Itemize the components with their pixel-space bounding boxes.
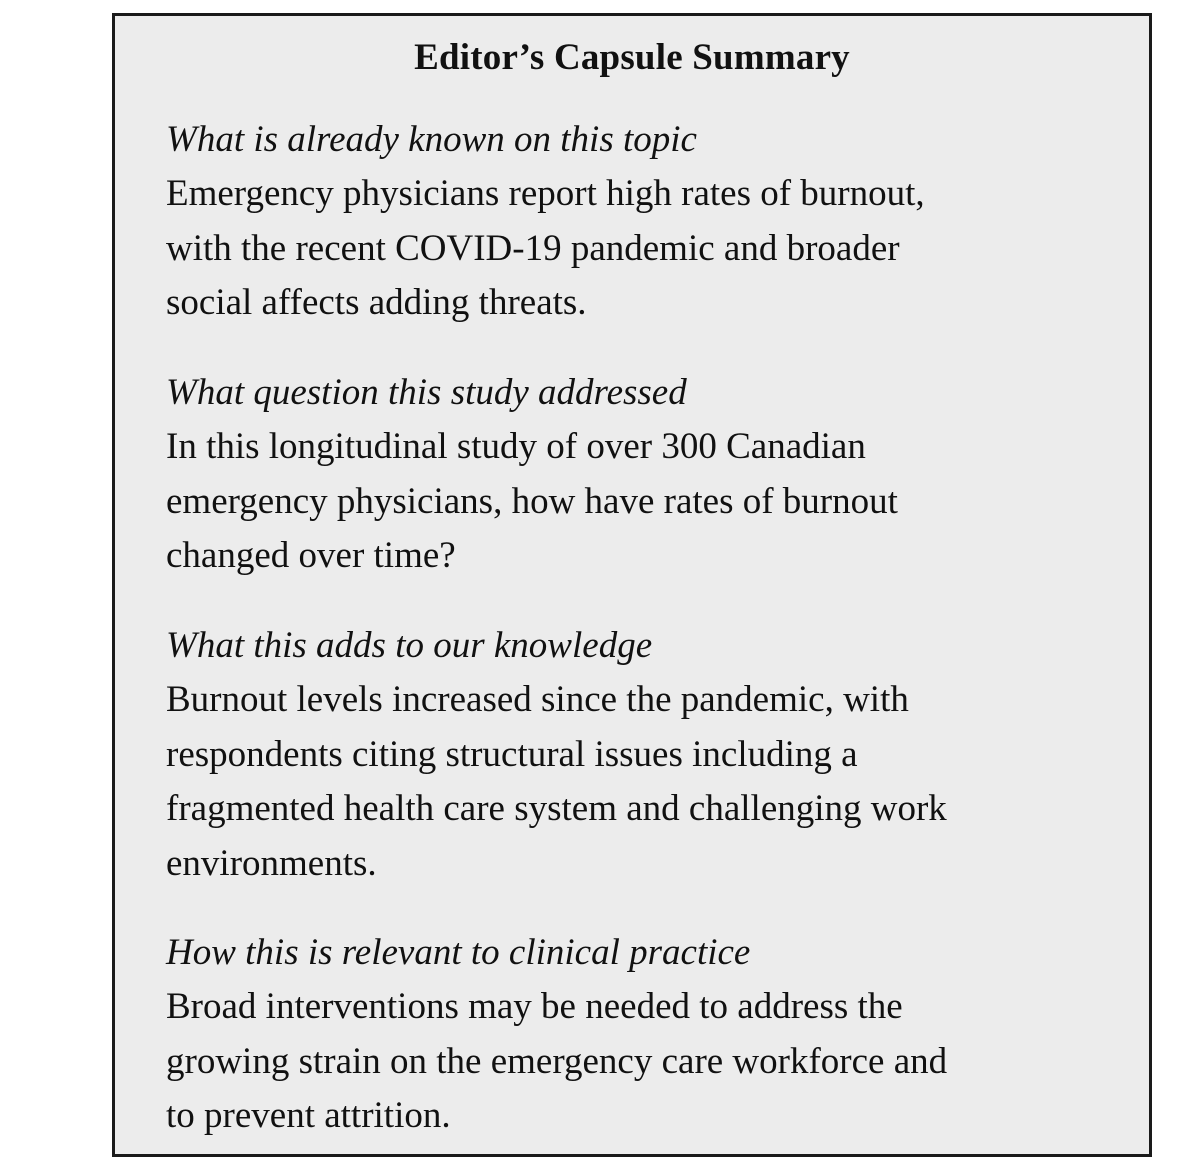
body-line: In this longitudinal study of over 300 Canadian xyxy=(166,426,866,467)
section-heading: How this is relevant to clinical practice xyxy=(166,932,751,973)
box-title: Editor’s Capsule Summary xyxy=(414,37,850,78)
section-heading: What this adds to our knowledge xyxy=(166,625,653,666)
section-body xyxy=(166,167,1136,331)
body-line: emergency physicians, how have rates of burnout xyxy=(166,480,898,522)
section-heading: What is already known on this topic xyxy=(166,119,697,160)
body-line: changed over time? xyxy=(166,535,456,576)
section-body xyxy=(166,420,1136,584)
body-line: Broad interventions may be needed to address the xyxy=(166,986,903,1027)
section-body xyxy=(166,980,1136,1144)
body-line: respondents citing structural issues including a xyxy=(166,733,858,775)
body-line: growing strain on the emergency care workforce and xyxy=(166,1040,948,1082)
section-body xyxy=(166,673,1136,891)
section-heading: What question this study addressed xyxy=(166,372,687,413)
body-line: Burnout levels increased since the pandemic, with xyxy=(166,679,909,720)
body-line: with the recent COVID-19 pandemic and broader xyxy=(166,227,900,269)
section-question xyxy=(166,366,1136,584)
capsule-summary-box xyxy=(112,13,1152,1157)
body-line: environments. xyxy=(166,842,377,884)
section-known xyxy=(166,113,1136,331)
section-relevance xyxy=(166,926,1136,1144)
body-line: fragmented health care system and challenging work xyxy=(166,788,947,829)
section-adds xyxy=(166,619,1136,891)
body-line: social affects adding threats. xyxy=(166,282,587,323)
body-line: to prevent attrition. xyxy=(166,1095,451,1136)
body-line: Emergency physicians report high rates of burnout, xyxy=(166,173,925,214)
